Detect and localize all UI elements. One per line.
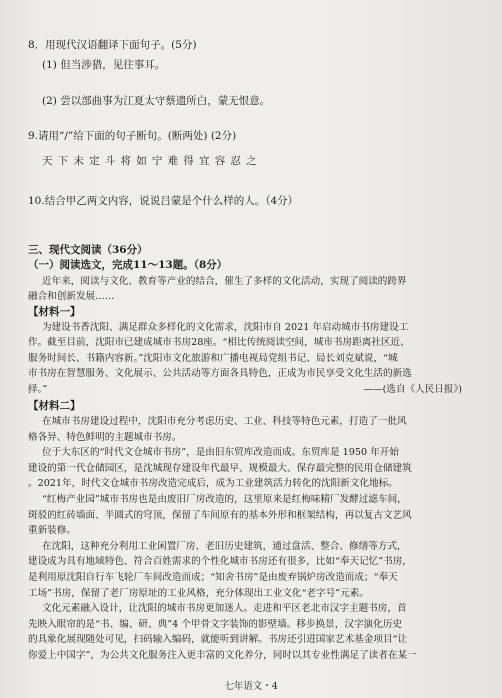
m2-line-15: 的具象化展现随处可见，扫码输入编码，就能听到讲解。书房还引进国家艺术基金项目“让 [28, 634, 408, 645]
m2-line-13: 文化元素融入设计，让沈阳的城市书房更加迷人。走进和平区老北市汉字主题书房，首 [42, 603, 407, 614]
m1-line-2: 作。截至目前，沈阳市已建成城市书房28座。“相比传统阅读空间，城市书房距离社区近、 [28, 337, 410, 348]
q8-sentence-1: (1) 但当涉猎，见往事耳。 [42, 59, 166, 71]
m1-line-1: 为建设书香沈阳、满足群众多样化的文化需求，沈阳市自 2021 年启动城市书房建设工 [42, 322, 409, 333]
m2-line-5: 。2021年，时代文仓城市书房改造完成后，成为工业建筑活力转化的沈阳新文化地标。 [28, 478, 398, 489]
m2-line-4: 建设的第一代仓储园区，是沈城现存建设年代最早、规模最大、保存最完整的民用仓储建筑 [28, 463, 412, 474]
m2-line-7: 斑驳的红砖墙面、半圆式的穹顶，保留了车间原有的基本外形和框架结构，再以复古文艺风 [28, 510, 412, 521]
section3-subtitle: （一）阅读选文，完成11～13题。（8分） [28, 259, 228, 271]
q10-title: 10.结合甲乙两文内容，说说吕蒙是个什么样的人。（4分） [28, 195, 299, 207]
material-2-title: 【材料二】 [28, 400, 81, 412]
q9-sentence: 天下未定斗将如宁难得宜容忍之 [42, 155, 262, 167]
section3-title: 三、现代文阅读（36分） [28, 244, 148, 256]
q9-title: 9.请用“/”给下面的句子断句。(断两处) (2分) [28, 130, 237, 142]
m1-source: ——(选自《人民日报》) [363, 384, 462, 395]
m1-line-3: 服务时间长、书籍内容新。”沈阳市文化旅游和广播电视局党组书记、局长刘克斌说，“城 [28, 353, 398, 364]
page-footer: 七年语文・4 [224, 681, 278, 692]
m2-line-11: 是利用原沈阳自行车飞轮厂车间改造而成；“知舍书房”是由废弃锅炉房改造而成；“奉天 [28, 572, 398, 583]
m1-line-5: 择。” [28, 384, 48, 395]
m2-line-10: 建设成为具有地域特色、符合百姓需求的个性化城市书房还有很多，比如“奉天记忆”书房， [28, 556, 412, 567]
m2-line-6: “红梅产业园”城市书房也是由废旧厂房改造的，这里原来是红梅味精厂发酵过滤车间， [42, 494, 407, 505]
m2-line-14: 先映入眼帘的是“书、编、研、典”4 个甲骨文字装饰的影壁墙。移步换景，汉字演化历史 [28, 619, 402, 630]
q8-title: 8．用现代汉语翻译下面句子。(5分) [28, 39, 197, 51]
m2-line-1: 在城市书房建设过程中，沈阳市充分考虑历史、工业、科技等特色元素，打造了一批风 [42, 416, 407, 427]
intro-line-1: 近年来，阅读与文化、教育等产业的结合，催生了多样的文化活动，实现了阅读的跨界 [42, 276, 407, 287]
m2-line-16: 你爱上中国字”，为公共文化服务注入更丰富的文化养分，同时以其专业性满足了读者在某一 [28, 650, 417, 661]
m2-line-3: 位于大东区的“时代文仓城市书房”，是由旧东贸库改造而成。东贸库是 1950 年开始 [42, 447, 399, 458]
m2-line-8: 重新装修。 [28, 525, 76, 536]
m2-line-2: 格各异、特色鲜明的主题城市书房。 [28, 432, 182, 443]
material-1-title: 【材料一】 [28, 306, 81, 318]
m2-line-9: 在沈阳，这种充分利用工业闲置厂房、老旧历史建筑，通过盘活、整合、修缮等方式， [42, 541, 407, 552]
m2-line-12: 工场”书房，保留了老厂房原址的工业风格，充分体现出工业文化“老字号”元素。 [28, 588, 369, 599]
m1-line-4: 市书房在智慧服务、文化展示、公共活动等方面各具特色，正成为市民享受文化生活的新选 [28, 368, 412, 379]
intro-line-2: 融合和创新发展…… [28, 291, 115, 302]
q8-sentence-2: (2) 尝以部曲事为江夏太守蔡遗所白，蒙无恨意。 [42, 95, 271, 107]
